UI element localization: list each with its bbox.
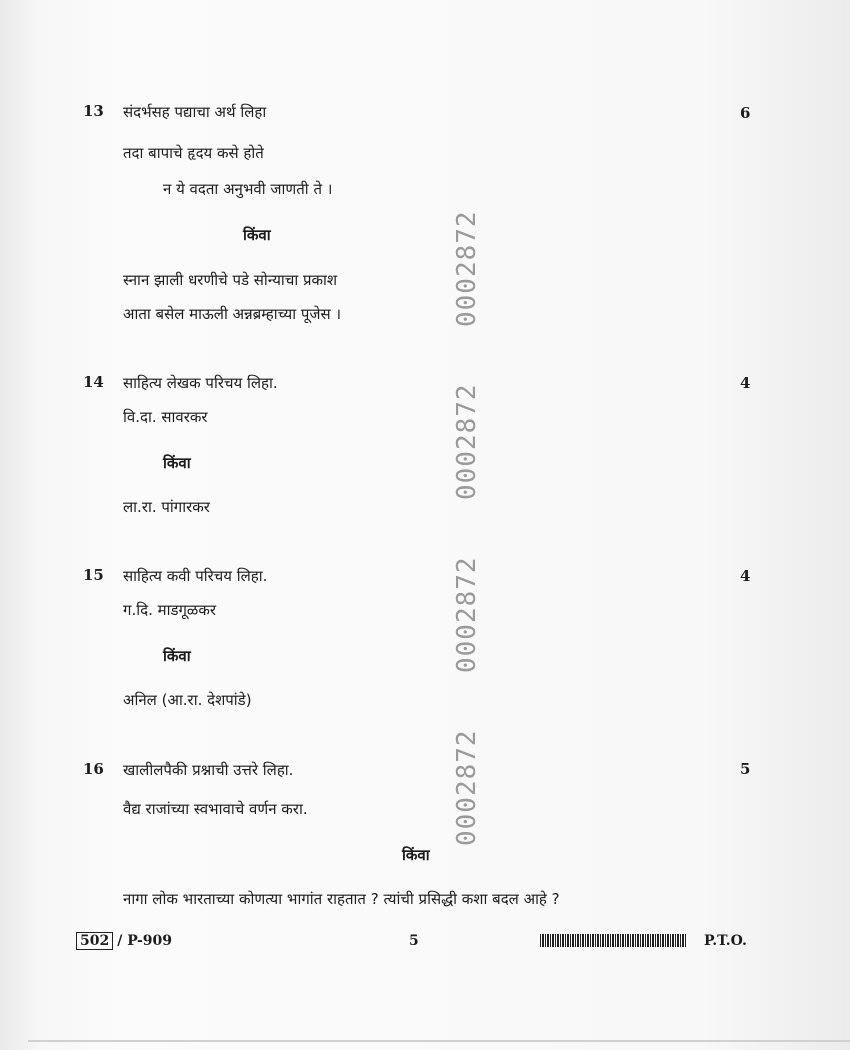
barcode-image (540, 934, 686, 947)
verse-line: आता बसेल माऊली अन्नब्रम्हाच्या पूजेस । (123, 305, 342, 323)
question-marks: 6 (740, 104, 751, 122)
option-text: नागा लोक भारताच्या कोणत्या भागांत राहतात ? त्यांची प्रसिद्धी कशा बदल आहे ? (123, 890, 560, 908)
pto-label: P.T.O. (704, 933, 747, 949)
page-edge (28, 1040, 850, 1042)
question-number: 16 (83, 760, 104, 778)
or-separator: किंवा (402, 846, 430, 864)
question-marks: 4 (740, 374, 751, 392)
question-marks: 4 (740, 567, 751, 585)
question-prompt: खालीलपैकी प्रश्नाची उत्तरे लिहा. (123, 761, 294, 779)
question-prompt: साहित्य लेखक परिचय लिहा. (123, 374, 278, 392)
option-text: वि.दा. सावरकर (123, 408, 208, 426)
verse-line: न ये वदता अनुभवी जाणती ते । (163, 180, 333, 198)
question-number: 15 (83, 566, 104, 584)
or-separator: किंवा (163, 454, 191, 472)
question-marks: 5 (740, 760, 751, 778)
watermark: 0002872 (452, 383, 482, 500)
paper-code-rest: / P-909 (117, 933, 173, 949)
option-text: ला.रा. पांगारकर (123, 498, 210, 516)
option-text: वैद्य राजांच्या स्वभावाचे वर्णन करा. (123, 800, 308, 818)
paper-code-box: 502 (76, 932, 113, 950)
or-separator: किंवा (243, 226, 271, 244)
watermark: 0002872 (452, 210, 482, 327)
question-prompt: संदर्भसह पद्याचा अर्थ लिहा (123, 103, 267, 121)
option-text: ग.दि. माडगूळकर (123, 601, 216, 619)
watermark: 0002872 (452, 729, 482, 846)
page-number: 5 (409, 933, 419, 949)
watermark: 0002872 (452, 556, 482, 673)
option-text: अनिल (आ.रा. देशपांडे) (123, 691, 252, 709)
paper-code (76, 933, 172, 949)
question-prompt: साहित्य कवी परिचय लिहा. (123, 567, 268, 585)
or-separator: किंवा (163, 647, 191, 665)
verse-line: स्नान झाली धरणीचे पडे सोन्याचा प्रकाश (123, 271, 338, 289)
question-number: 13 (83, 102, 104, 120)
question-number: 14 (83, 373, 104, 391)
verse-line: तदा बापाचे हृदय कसे होते (123, 144, 264, 162)
